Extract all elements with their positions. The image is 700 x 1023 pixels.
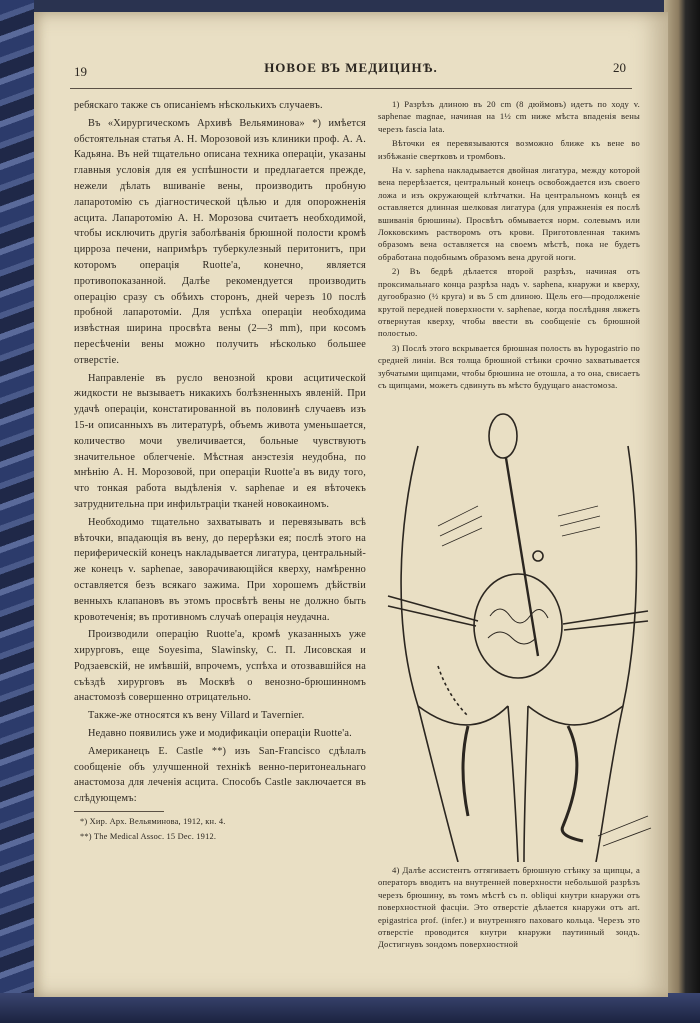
paragraph: Недавно появились уже и модификаціи операціи Ruotte'а. [88, 728, 352, 740]
paragraph: Американецъ E. Castle **) изъ San-Francisco сдѣлалъ сообщеніе объ улучшенной технікѣ венно-перитонеальнаго анастомоза для леченія асцита. Способъ Castle заключается въ слѣдующемъ: [74, 745, 366, 805]
marbled-binding-left [0, 0, 34, 1023]
paragraph: На v. saphena накладывается двойная лигатура, между которой вена перерѣзается, центральный конецъ освобождается изъ своего ложа и изъ окружающей клѣтчатки. На центральномъ концѣ ея оставляется длинная шелковая лигатура (для упражненія ея послѣ вшиванія брюшины). Просвѣтъ обмывается норм. солевымъ или Локковскимъ растворомъ отъ крови. Приготовленная такимъ образомъ вена оставляется на своемъ мѣстѣ, пока не будетъ обработана подобнымъ образомъ вена другой ноги. [378, 165, 640, 262]
paragraph: Въ «Хирургическомъ Архивѣ Вельяминова» *) имѣется обстоятельная статья А. Н. Морозовой изъ клиники проф. А. А. Кадьяна. Въ ней тщательно описана техника операціи, указаны главныя условія для ея успѣшности и предлагается прежде, нежели дѣлать вшиваніе вены, производить пробную лапаротомію съ діагностической цѣлью и для опорожненія асцита. Лапаротомію А. Н. Морозова считаетъ необходимой, чтобы исключить другія заболѣванія брюшной полости кромѣ цирроза печени, напримѣръ туберкулезный перитонитъ, при которомъ операція Ruotte'а, конечно, является противопоказанной. Далѣе рекомендуется производить операцію сразу съ обѣихъ сторонъ, дней черезъ 10 послѣ пробной лапаротоміи. Для успѣха операціи необходима извѣстная ширина просвѣта вены (2—3 mm), при косомъ пересѣченіи вены можно получить нѣсколько большее отверстіе. [74, 117, 366, 366]
header-rule [70, 88, 632, 89]
binding-bottom-edge [0, 993, 700, 1023]
paragraph: 4) Далѣе ассистентъ оттягиваетъ брюшную стѣнку за щипцы, а операторъ вводитъ на внутренней поверхности небольшой разрѣзъ черезъ брюшину, въ томъ мѣстѣ съ п. obliqui кнутри кнаружи отъ поверхностной фасціи. Это отверстіе дѣлается кнаружи отъ art. epigastrica prof. (infer.) и внутренняго паховаго кольца. Черезъ это отверстіе проводится кнутри кнаружи паутинный зондъ. Достигнувъ зондомъ поверхностной [378, 865, 640, 950]
page-number-right: 20 [613, 60, 626, 75]
paragraph: Также-же относятся къ вену Villard и Tavernier. [88, 710, 305, 722]
footnote: *) Хир. Арх. Вельяминова, 1912, кн. 4. [80, 817, 226, 827]
paragraph: Направленіе въ русло венозной крови асцитической жидкости не вызываетъ никакихъ болѣзненныхъ явленій. При удачѣ операціи, констатированной въ половинѣ случаевъ изъ 15-и описанныхъ въ литературѣ, объемъ живота уменьшается, количество мочи увеличивается, больные чувствуютъ значительное облегченіе. Мѣстная анэстезія неудобна, по мнѣнію А. Н. Морозовой, при операціи Ruotte'а въ виду того, что тонкая работа выдѣленія v. saphenae и ея вѣточекъ затруднительна при инфильтраціи тканей новокаиномъ. [74, 372, 366, 510]
surgical-illustration [378, 406, 658, 862]
page-number-left: 19 [74, 64, 87, 79]
running-title: НОВОЕ ВЪ МЕДИЦИНѢ. [264, 60, 438, 75]
paragraph: ребяскаго также съ описаніемъ нѣсколькихъ случаевъ. [74, 100, 323, 111]
right-column-bottom [378, 864, 640, 988]
binding-right-edge [664, 0, 700, 1023]
left-column [74, 98, 366, 978]
paragraph: 2) Въ бедрѣ дѣлается второй разрѣзъ, начиная отъ проксимальнаго конца разрѣза надъ v. saphena, кнаружи и кверху, дугообразно (½ круга) и въ 5 cm длиною. Щель его—продолженіе крутой передней поверхности v. saphenae, когда послѣдняя ляжетъ отвернутая кверху, чтобы ввести въ сообщеніе съ брюшной полостью. [378, 266, 640, 339]
footnote: **) The Medical Assoc. 15 Dec. 1912. [80, 832, 217, 842]
book-page [34, 12, 668, 997]
paragraph: Производили операцію Ruotte'а, кромѣ указанныхъ уже хирурговъ, еще Soyesima, Slawinsky, С. П. Лисовская и Родзаевскій, не имѣвшій, впрочемъ, успѣха и отозвавшійся на съѣздѣ хирурговъ въ Москвѣ о венозно-брюшинномъ анастомозѣ совершенно отрицательно. [74, 629, 366, 704]
paragraph: Необходимо тщательно захватывать и перевязывать всѣ вѣточки, впадающія въ вену, до перерѣзки ея; послѣ этого на периферическій конецъ накладывается лигатура, центральный-же конецъ v. saphenae, заворачивающійся кверху, намѣренно оставляется безъ всякаго зажима. При хорошемъ дѣйствіи венныхъ клапановъ въ этомъ просвѣтѣ вены не должно быть кровотеченія; въ противномъ случаѣ операція неудачна. [74, 516, 366, 623]
right-column-top [378, 98, 640, 398]
paragraph: 3) Послѣ этого вскрывается брюшная полость въ hypogastrio по средней линіи. Вся толща брюшной стѣнки срочно захватывается зубчатыми щипцами, чтобы брюшина не отошла, а то она, свисаетъ съ щипцами, можетъ сдвинуть въ мѣсто будущаго анастомоза. [378, 342, 640, 390]
footnote-rule [74, 811, 164, 812]
paragraph: 1) Разрѣзъ длиною въ 20 cm (8 дюймовъ) идетъ по ходу v. saphenae magnae, начиная на 1½ cm ниже мѣста впаденія вены черезъ fascia lata. [378, 99, 640, 134]
running-header [34, 58, 668, 84]
paragraph: Вѣточки ея перевязываются возможно ближе къ вене во избѣжаніе свертковъ и тромбовъ. [378, 138, 640, 161]
